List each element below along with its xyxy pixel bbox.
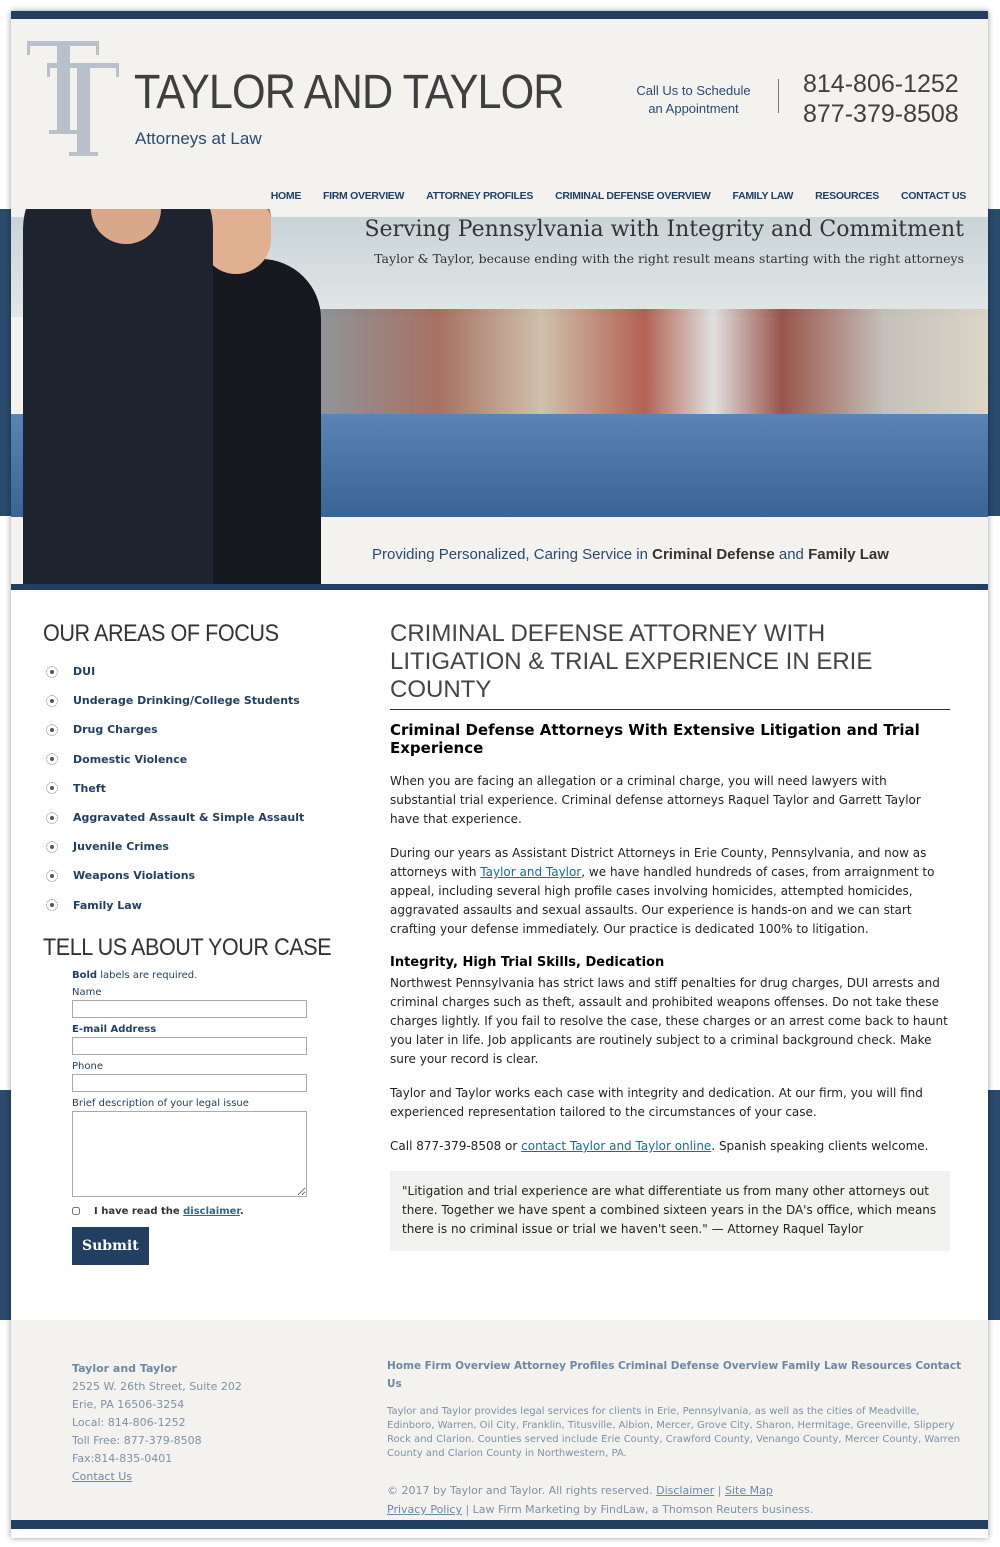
focus-item <box>43 657 343 686</box>
description-label: Brief description of your legal issue <box>72 1097 249 1109</box>
bullet-icon <box>46 782 58 794</box>
hero-subhead: Taylor & Taylor, because ending with the right result means starting with the right attorneys <box>374 251 964 266</box>
bullet-icon <box>46 870 58 882</box>
footer-contact-link[interactable]: Contact Us <box>72 1470 133 1483</box>
logo-monogram <box>27 41 119 156</box>
nav-resources[interactable]: RESOURCES <box>815 190 879 202</box>
email-label: E-mail Address <box>72 1023 157 1035</box>
footer-nav-contact[interactable]: Contact Us <box>387 1360 962 1390</box>
content-heading: Criminal Defense Attorneys With Extensive Litigation and Trial Experience <box>390 721 920 757</box>
footer-local: Local: 814-806-1252 <box>72 1416 186 1429</box>
phone-input[interactable] <box>72 1074 307 1092</box>
nav-contact-us[interactable]: CONTACT US <box>900 190 966 202</box>
footer-sitemap-link[interactable]: Site Map <box>724 1484 773 1497</box>
main <box>11 590 988 1320</box>
focus-link[interactable]: Domestic Violence <box>73 752 188 766</box>
attorney-photo-man <box>23 209 213 584</box>
nav-attorney-profiles[interactable]: ATTORNEY PROFILES <box>426 190 534 202</box>
call-line2: an Appointment <box>648 101 739 116</box>
phone-toll-free[interactable]: 877-379-8508 <box>803 100 959 128</box>
bullet-icon <box>46 753 58 765</box>
contact-online-link[interactable]: contact Taylor and Taylor online <box>521 1139 712 1153</box>
name-input[interactable] <box>72 1000 307 1018</box>
bullet-icon <box>46 666 58 678</box>
footer-disclaimer-link[interactable]: Disclaimer <box>656 1484 715 1497</box>
phone-local[interactable]: 814-806-1252 <box>803 70 959 98</box>
p2-post: , we have handled hundreds of cases, from arraignment to appeal, including several high profile cases involving homicides, attempted homicides, aggravated assaults and sexual assaults. Our experience is hands-on and we can start crafting your defense immediately. Our practice is dedicated 100% to litigation. <box>390 865 935 936</box>
bullet-icon <box>46 841 58 853</box>
divider <box>778 79 779 113</box>
bullet-icon <box>46 695 58 707</box>
focus-list <box>43 657 343 920</box>
nav-family-law[interactable]: FAMILY LAW <box>732 190 794 202</box>
focus-item <box>43 686 343 715</box>
focus-item <box>43 774 343 803</box>
focus-item <box>43 832 343 861</box>
main-nav <box>271 190 966 202</box>
focus-item <box>43 715 343 744</box>
disclaimer-post: . <box>239 1205 244 1217</box>
copyright-text: © 2017 by Taylor and Taylor. All rights reserved. <box>387 1484 657 1497</box>
paragraph: Northwest Pennsylvania has strict laws and stiff penalties for drug charges, DUI arrests and criminal charges such as theft, assault and prohibited weapons offenses. Do not take these charges lightly. If you fail to resolve the case, these charges or an arrest come back to haunt you later in life. Job applicants are routinely subject to a criminal background check. Make sure your record is clear. <box>390 976 948 1066</box>
focus-title: OUR AREAS OF FOCUS <box>43 620 279 647</box>
focus-item <box>43 861 343 890</box>
footer-nav-resources[interactable]: Resources <box>850 1360 912 1372</box>
focus-item <box>43 803 343 832</box>
required-note <box>72 970 343 981</box>
footer-right <box>387 1357 967 1519</box>
footer-privacy-link[interactable]: Privacy Policy <box>387 1503 462 1516</box>
focus-link[interactable]: DUI <box>73 665 96 679</box>
footer-nav-family-law[interactable]: Family Law <box>781 1360 848 1372</box>
required-rest: labels are required. <box>97 969 198 981</box>
focus-link[interactable]: Drug Charges <box>73 723 158 737</box>
footer-fax: Fax:814-835-0401 <box>72 1452 173 1465</box>
footer-copyright <box>387 1481 967 1519</box>
footer-nav-attorney-profiles[interactable]: Attorney Profiles <box>513 1360 615 1372</box>
nav-criminal-defense[interactable]: CRIMINAL DEFENSE OVERVIEW <box>555 190 711 202</box>
brand-name[interactable]: TAYLOR AND TAYLOR <box>134 66 564 119</box>
call-to-schedule <box>631 82 756 118</box>
footer-description: Taylor and Taylor provides legal services for clients in Erie, Pennsylvania, as well as the cities of Meadville, Edinboro, Warren, Oil City, Franklin, Titusville, Albion, Mercer, Grove City, Sharon, Hermitage, Greenville, Slippery Rock and Clarion. Counties served include Erie County, Crawford County, Venango County, Mercer County, Warren County and Clarion County in Northwestern, PA. <box>387 1406 961 1459</box>
focus-item <box>43 745 343 774</box>
focus-link[interactable]: Aggravated Assault & Simple Assault <box>73 811 305 825</box>
tagline-text: Providing Personalized, Caring Service in <box>372 546 653 563</box>
footer-address <box>72 1360 242 1486</box>
footer-nav-home[interactable]: Home <box>387 1360 422 1372</box>
required-bold: Bold <box>72 969 98 981</box>
focus-link[interactable]: Underage Drinking/College Students <box>73 694 300 708</box>
tagline-and: and <box>774 546 809 563</box>
footer-nav-firm-overview[interactable]: Firm Overview <box>424 1360 511 1372</box>
focus-link[interactable]: Theft <box>73 781 106 795</box>
footer-addr1: 2525 W. 26th Street, Suite 202 <box>72 1380 242 1393</box>
focus-item <box>43 891 343 920</box>
footer-addr2: Erie, PA 16506-3254 <box>72 1398 185 1411</box>
disclaimer-link[interactable]: disclaimer <box>183 1205 240 1217</box>
disclaimer-label <box>94 1206 244 1217</box>
nav-home[interactable]: HOME <box>270 190 302 202</box>
phone-label: Phone <box>72 1060 103 1072</box>
hero-headline: Serving Pennsylvania with Integrity and Commitment <box>364 217 964 242</box>
bullet-icon <box>46 812 58 824</box>
footer-nav <box>387 1357 967 1393</box>
paragraph: Taylor and Taylor works each case with integrity and dedication. At our firm, you will find experienced representation tailored to the circumstances of your case. <box>390 1086 923 1119</box>
case-form <box>72 970 343 1265</box>
paragraph <box>390 1137 950 1156</box>
focus-link[interactable]: Weapons Violations <box>73 869 196 883</box>
disclaimer-pre: I have read the <box>94 1205 184 1217</box>
focus-link[interactable]: Juvenile Crimes <box>73 840 169 854</box>
taylor-link[interactable]: Taylor and Taylor <box>480 865 582 879</box>
call-line1: Call Us to Schedule <box>636 83 751 98</box>
p5-post: . Spanish speaking clients welcome. <box>711 1139 929 1153</box>
brand-subtitle: Attorneys at Law <box>135 129 262 148</box>
page <box>11 11 988 1538</box>
bullet-icon <box>46 899 58 911</box>
footer <box>11 1320 988 1529</box>
page-title: CRIMINAL DEFENSE ATTORNEY WITH LITIGATION & TRIAL EXPERIENCE IN ERIE COUNTY <box>390 620 950 710</box>
bottom-bar <box>11 1520 988 1529</box>
hero-tagline <box>372 546 889 563</box>
marketing-text: | Law Firm Marketing by FindLaw, a Thomson Reuters business. <box>461 1503 814 1516</box>
footer-nav-criminal-defense[interactable]: Criminal Defense Overview <box>617 1360 779 1372</box>
email-input[interactable] <box>72 1037 307 1055</box>
content-subheading: Integrity, High Trial Skills, Dedication <box>390 955 665 970</box>
footer-firm: Taylor and Taylor <box>72 1362 177 1375</box>
bullet-icon <box>46 724 58 736</box>
footer-toll: Toll Free: 877-379-8508 <box>72 1434 202 1447</box>
disclaimer-checkbox[interactable] <box>72 1207 80 1215</box>
paragraph: When you are facing an allegation or a criminal charge, you will need lawyers with substantial trial experience. Criminal defense attorneys Raquel Taylor and Garrett Taylor have that experience. <box>390 774 921 826</box>
content <box>390 590 950 1251</box>
submit-button[interactable]: Submit <box>72 1227 149 1265</box>
p5-pre: Call 877-379-8508 or <box>390 1139 522 1153</box>
description-textarea[interactable] <box>72 1111 307 1197</box>
sep: | <box>714 1484 725 1497</box>
nav-firm-overview[interactable]: FIRM OVERVIEW <box>323 190 405 202</box>
name-label: Name <box>72 986 102 998</box>
tagline-family: Family Law <box>808 546 889 563</box>
form-title: TELL US ABOUT YOUR CASE <box>43 933 332 961</box>
sidebar <box>43 620 343 1265</box>
phone-numbers <box>803 69 959 129</box>
top-bar <box>11 11 988 19</box>
focus-link[interactable]: Family Law <box>73 898 142 912</box>
disclaimer-row <box>72 1206 343 1217</box>
header <box>11 19 988 209</box>
attorney-quote: "Litigation and trial experience are what differentiate us from many other attorneys out there. Together we have spent a combined sixteen years in the DA's office, which means there is no criminal issue or trial we haven't seen." — Attorney Raquel Taylor <box>390 1171 950 1251</box>
p2-pre: During our years as Assistant District Attorneys in Erie County, Pennsylvania, and now as attorneys with <box>390 846 927 879</box>
hero-banner <box>11 209 988 584</box>
tagline-criminal: Criminal Defense <box>652 546 775 563</box>
hero-city-skyline <box>301 309 988 419</box>
paragraph <box>390 844 950 939</box>
